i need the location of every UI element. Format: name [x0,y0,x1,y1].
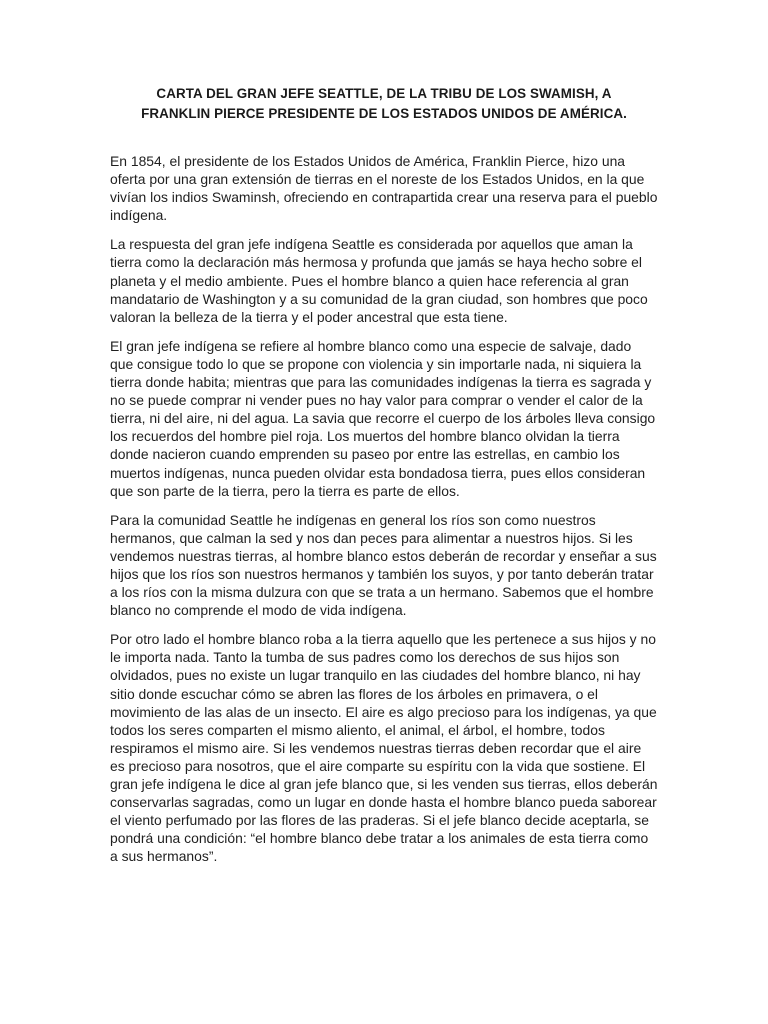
document-body [110,152,658,876]
paragraph-5: Por otro lado el hombre blanco roba a la tierra aquello que les pertenece a sus hijos y no le importa nada. Tanto la tumba de sus padres como los derechos de sus hijos son olvidados, pues no existe un lugar tranquilo en las ciudades del hombre blanco, ni hay sitio donde escuchar cómo se abren las flores de los árboles en primavera, o el movimiento de las alas de un insecto. El aire es algo precioso para los indígenas, ya que todos los seres comparten el mismo aliento, el animal, el árbol, el hombre, todos respiramos el mismo aire. Si les vendemos nuestras tierras deben recordar que el aire es precioso para nosotros, que el aire comparte su espíritu con la vida que sostiene. El gran jefe indígena le dice al gran jefe blanco que, si les venden sus tierras, ellos deberán conservarlas sagradas, como un lugar en donde hasta el hombre blanco pueda saborear el viento perfumado por las flores de las praderas. Si el jefe blanco decide aceptarla, se pondrá una condición: “el hombre blanco debe tratar a los animales de esta tierra como a sus hermanos”. [110,631,658,865]
title-line-1: CARTA DEL GRAN JEFE SEATTLE, DE LA TRIBU DE LOS SWAMISH, A [156,86,612,101]
paragraph-1: En 1854, el presidente de los Estados Unidos de América, Franklin Pierce, hizo una oferta por una gran extensión de tierras en el noreste de los Estados Unidos, en la que vivían los indios Swaminsh, ofreciendo en contrapartida crear una reserva para el pueblo indígena. [110,153,658,224]
paragraph-2: La respuesta del gran jefe indígena Seattle es considerada por aquellos que aman la tierra como la declaración más hermosa y profunda que jamás se haya hecho sobre el planeta y el medio ambiente. Pues el hombre blanco a quien hace referencia al gran mandatario de Washington y a su comunidad de la gran ciudad, son hombres que poco valoran la belleza de la tierra y el poder ancestral que esta tiene. [110,236,648,325]
paragraph-3: El gran jefe indígena se refiere al hombre blanco como una especie de salvaje, dado que consigue todo lo que se propone con violencia y sin importarle nada, ni siquiera la tierra donde habita; mientras que para las comunidades indígenas la tierra es sagrada y no se puede comprar ni vender pues no hay valor para comprar o vender el calor de la tierra, ni del aire, ni del agua. La savia que recorre el cuerpo de los árboles lleva consigo los recuerdos del hombre piel roja. Los muertos del hombre blanco olvidan la tierra donde nacieron cuando emprenden su paseo por entre las estrellas, en cambio los muertos indígenas, nunca pueden olvidar esta bondadosa tierra, pues ellos consideran que son parte de la tierra, pero la tierra es parte de ellos. [110,337,656,499]
document-title [112,84,656,124]
title-line-2: FRANKLIN PIERCE PRESIDENTE DE LOS ESTADOS UNIDOS DE AMÉRICA. [141,106,627,121]
paragraph-4: Para la comunidad Seattle he indígenas en general los ríos son como nuestros hermanos, que calman la sed y nos dan peces para alimentar a nuestros hijos. Si les vendemos nuestras tierras, al hombre blanco estos deberán de recordar y enseñar a sus hijos que los ríos son nuestros hermanos y también los suyos, y por tanto deberán tratar a los ríos con la misma dulzura con que se trata a un hermano. Sabemos que el hombre blanco no comprende el modo de vida indígena. [110,511,657,619]
